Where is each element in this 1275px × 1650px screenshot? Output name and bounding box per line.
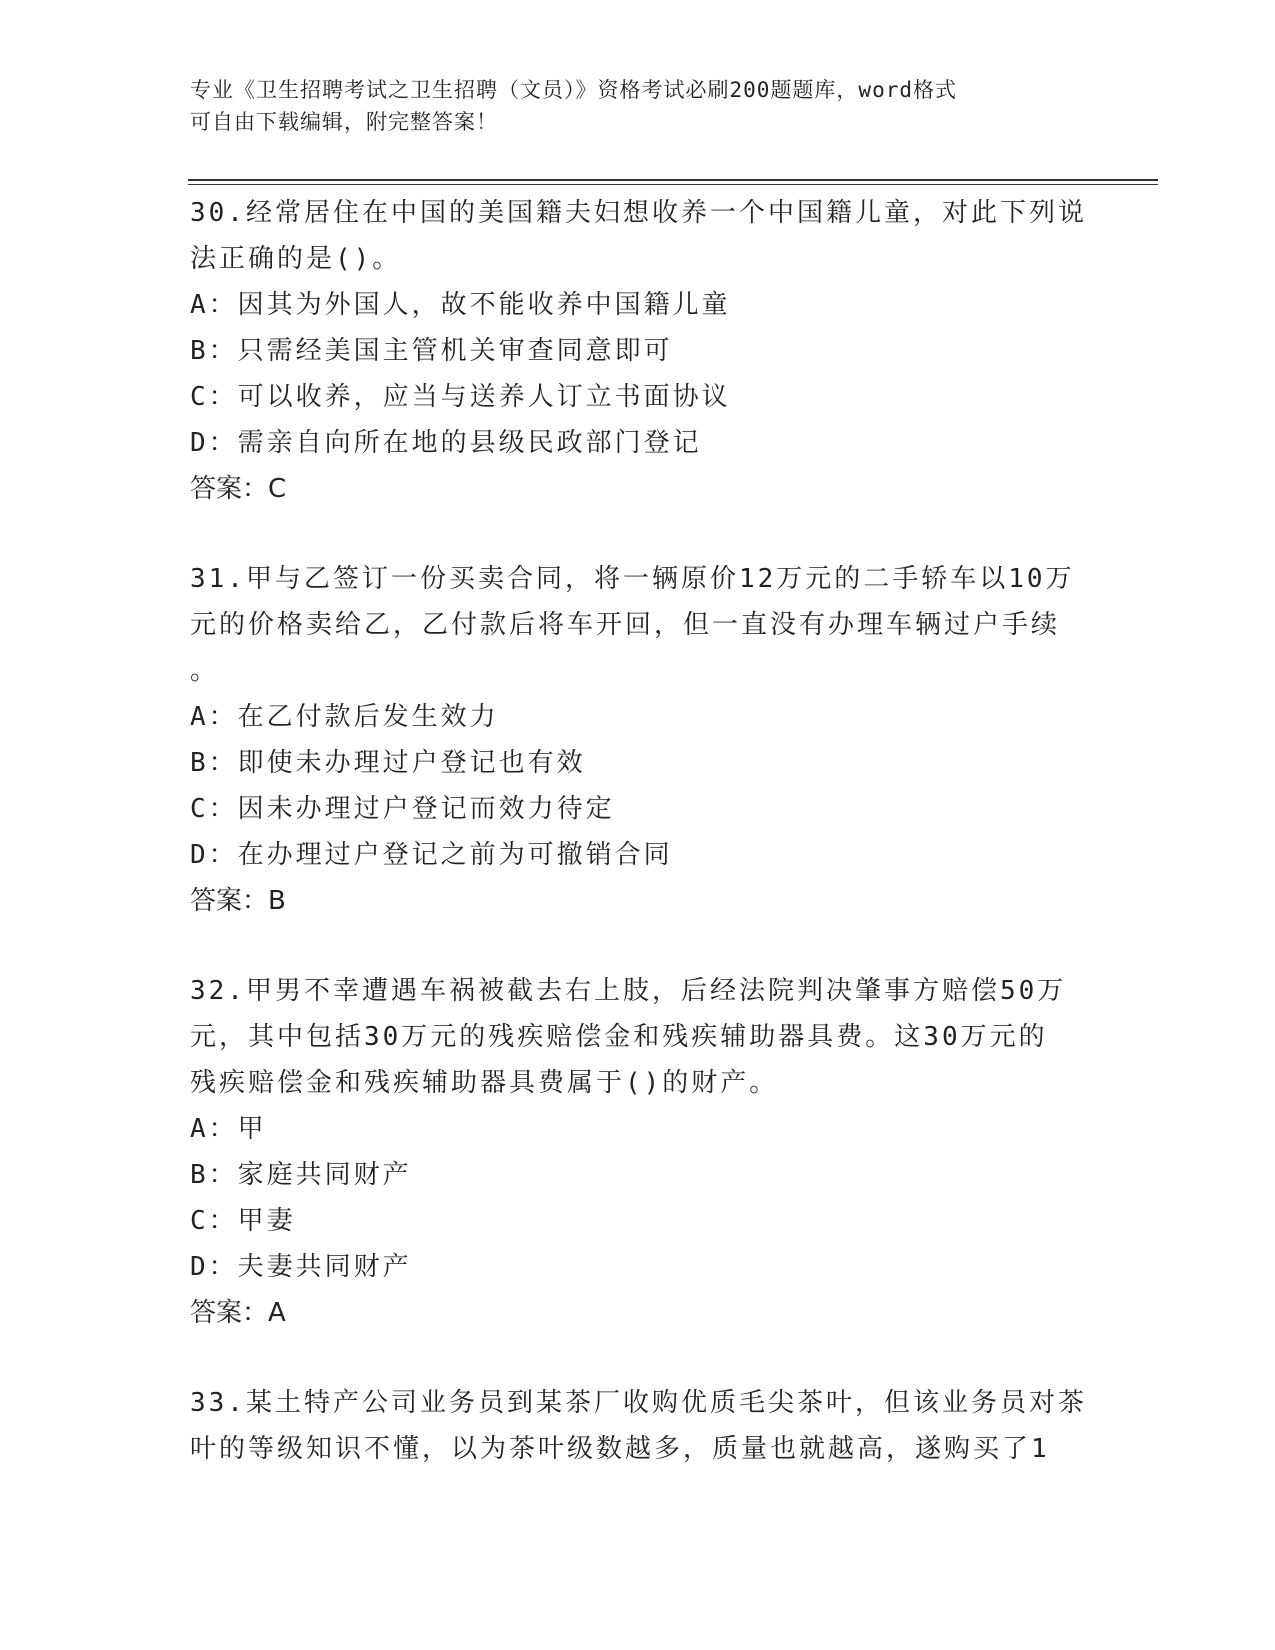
option-b: B：即使未办理过户登记也有效 (190, 748, 586, 778)
question-stem-line: 。 (190, 656, 220, 686)
question-stem-line: 30.经常居住在中国的美国籍夫妇想收养一个中国籍儿童，对此下列说 (190, 198, 1087, 228)
option-a: A：在乙付款后发生效力 (190, 702, 499, 732)
header-line-1: 专业《卫生招聘考试之卫生招聘（文员）》资格考试必刷200题题库，word格式 (190, 78, 957, 102)
header-rule-thin (188, 184, 1158, 185)
option-a: A：因其为外国人，故不能收养中国籍儿童 (190, 290, 731, 320)
option-c: C：因未办理过户登记而效力待定 (190, 794, 615, 824)
option-c: C：可以收养，应当与送养人订立书面协议 (190, 382, 731, 412)
question-stem-line: 32.甲男不幸遭遇车祸被截去右上肢，后经法院判决肇事方赔偿50万 (190, 976, 1067, 1006)
question-33 (190, 1380, 1090, 1472)
question-stem-line: 叶的等级知识不懂，以为茶叶级数越多，质量也就越高，遂购买了1 (190, 1434, 1050, 1464)
question-stem-line: 元的价格卖给乙，乙付款后将车开回，但一直没有办理车辆过户手续 (190, 610, 1061, 640)
answer: 答案：B (190, 886, 286, 916)
option-d: D：在办理过户登记之前为可撤销合同 (190, 840, 673, 870)
question-stem-line: 元，其中包括30万元的残疾赔偿金和残疾辅助器具费。这30万元的 (190, 1022, 1048, 1052)
question-32 (190, 968, 1090, 1336)
option-b: B：家庭共同财产 (190, 1160, 412, 1190)
option-b: B：只需经美国主管机关审查同意即可 (190, 336, 673, 366)
header-line-2: 可自由下载编辑，附完整答案！ (190, 110, 498, 134)
header-rule-thick (188, 179, 1158, 181)
option-a: A：甲 (190, 1114, 267, 1144)
question-30 (190, 190, 1090, 512)
question-stem-line: 法正确的是()。 (190, 244, 402, 274)
option-d: D：夫妻共同财产 (190, 1252, 412, 1282)
option-c: C：甲妻 (190, 1206, 296, 1236)
question-stem-line: 31.甲与乙签订一份买卖合同，将一辆原价12万元的二手轿车以10万 (190, 564, 1075, 594)
document-header (190, 74, 1070, 138)
question-31 (190, 556, 1090, 924)
question-stem-line: 残疾赔偿金和残疾辅助器具费属于()的财产。 (190, 1068, 779, 1098)
answer: 答案：C (190, 474, 287, 504)
answer: 答案：A (190, 1298, 286, 1328)
question-list (190, 190, 1090, 1516)
question-stem-line: 33.某土特产公司业务员到某茶厂收购优质毛尖茶叶，但该业务员对茶 (190, 1388, 1087, 1418)
option-d: D：需亲自向所在地的县级民政部门登记 (190, 428, 702, 458)
